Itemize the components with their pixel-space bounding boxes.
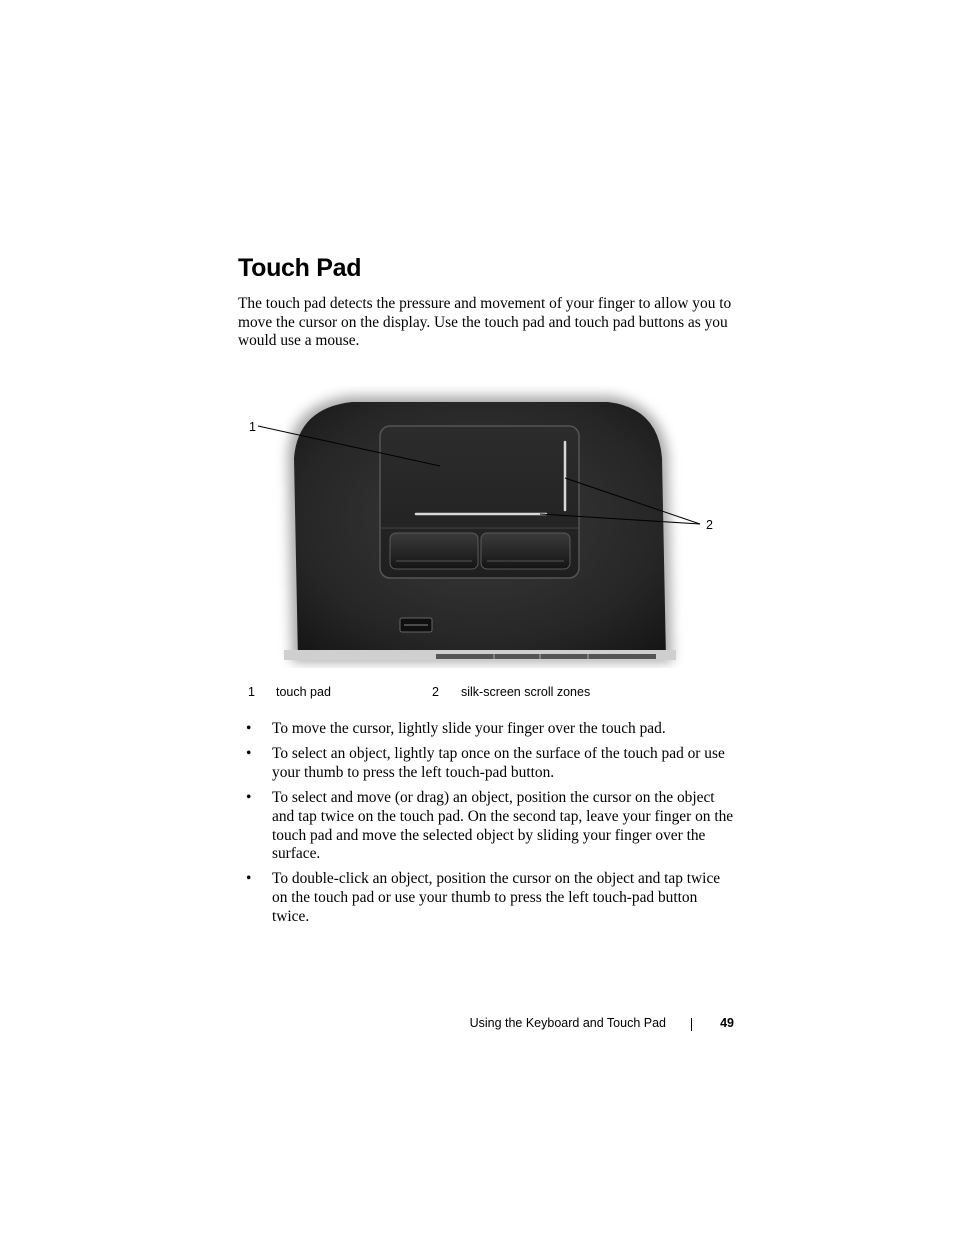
- bullet-glyph: •: [246, 720, 252, 737]
- list-item-text: To double-click an object, position the cursor on the object and tap twice on the touch pad or use your thumb to press the left touch-pad button twice.: [272, 870, 721, 925]
- page-title: Touch Pad: [238, 254, 362, 282]
- bullet-glyph: •: [246, 745, 252, 763]
- left-touchpad-button: [390, 533, 478, 569]
- list-item: [246, 789, 738, 864]
- right-touchpad-button: [481, 533, 570, 569]
- bullet-glyph: •: [246, 870, 252, 888]
- legend-label: silk-screen scroll zones: [461, 685, 591, 699]
- callout-1-label: 1: [249, 420, 256, 434]
- list-item-text: To select and move (or drag) an object, position the cursor on the object and tap twice on the touch pad. On the second tap, leave your finger on the touch pad and move the selected object by sliding your finger over the surface.: [272, 789, 734, 863]
- legend-label: touch pad: [276, 685, 331, 699]
- list-item: [246, 720, 738, 739]
- touchpad-figure: [240, 386, 720, 668]
- list-item: [246, 745, 738, 782]
- legend-number: 2: [432, 685, 439, 699]
- page-number: 49: [720, 1016, 734, 1030]
- footer-separator: [691, 1018, 692, 1031]
- touchpad-photo: [240, 386, 720, 668]
- list-item-text: To select an object, lightly tap once on the surface of the touch pad or use your thumb to press the left touch-pad button.: [272, 745, 725, 781]
- bullet-glyph: •: [246, 789, 252, 807]
- intro-paragraph: The touch pad detects the pressure and movement of your finger to allow you to move the cursor on the display. Use the touch pad and touch pad buttons as you would use a mouse.: [238, 295, 732, 349]
- callout-2-label: 2: [706, 518, 713, 532]
- legend-number: 1: [248, 685, 255, 699]
- list-item-text: To move the cursor, lightly slide your finger over the touch pad.: [272, 720, 666, 737]
- usage-bullet-list: [246, 720, 738, 933]
- list-item: [246, 870, 738, 926]
- footer-section-title: Using the Keyboard and Touch Pad: [469, 1016, 666, 1030]
